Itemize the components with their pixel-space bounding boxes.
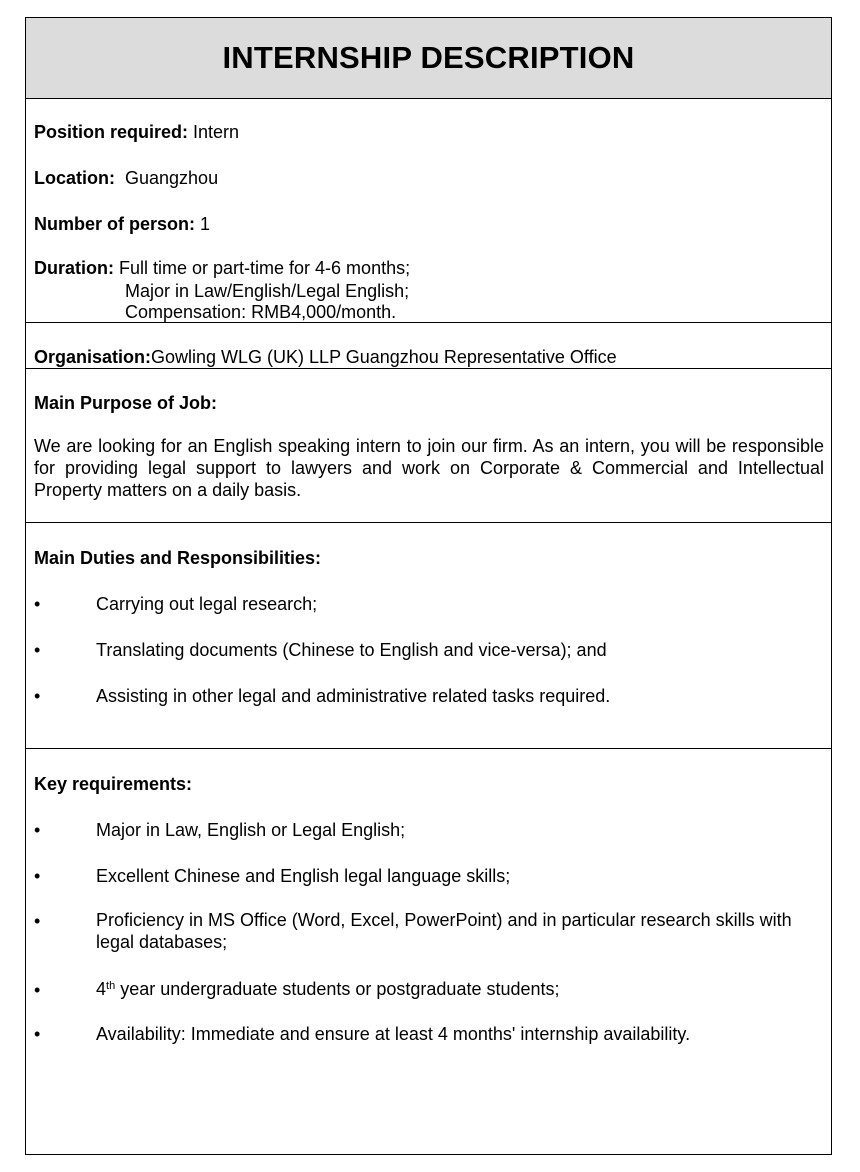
bullet-icon: • — [34, 911, 41, 931]
title-banner — [25, 17, 832, 99]
number-line — [34, 213, 210, 235]
year-number: 4 — [96, 979, 107, 999]
divider — [25, 322, 832, 323]
divider — [25, 748, 832, 749]
purpose-heading: Main Purpose of Job: — [34, 393, 218, 413]
organisation-line — [34, 346, 617, 368]
position-label: Position required: — [34, 122, 189, 142]
duty-item: Carrying out legal research; — [96, 594, 318, 614]
requirement-item: Availability: Immediate and ensure at least 4 months' internship availability. — [96, 1024, 691, 1044]
organisation-label: Organisation: — [34, 347, 152, 367]
location-value: Guangzhou — [115, 168, 219, 188]
number-value: 1 — [195, 214, 211, 234]
duties-heading: Main Duties and Responsibilities: — [34, 548, 322, 568]
duration-value-2: Major in Law/English/Legal English; — [125, 281, 410, 301]
position-value: Intern — [188, 122, 240, 142]
duty-item: Translating documents (Chinese to English and vice-versa); and — [96, 640, 607, 660]
bullet-icon: • — [34, 640, 41, 660]
bullet-icon: • — [34, 1024, 41, 1044]
organisation-value: Gowling WLG (UK) LLP Guangzhou Representative Office — [151, 347, 617, 367]
requirements-heading: Key requirements: — [34, 774, 193, 794]
bullet-icon: • — [34, 980, 41, 1000]
purpose-text: We are looking for an English speaking intern to join our firm. As an intern, you will be responsible for providing legal support to lawyers and work on Corporate & Commercial and Intellectual Property matters on a daily basis. — [34, 436, 824, 500]
location-line — [34, 167, 218, 189]
bullet-icon: • — [34, 820, 41, 840]
duty-item: Assisting in other legal and administrative related tasks required. — [96, 686, 611, 706]
divider — [25, 522, 832, 523]
location-label: Location: — [34, 168, 115, 188]
divider — [25, 368, 832, 369]
duration-label: Duration: — [34, 258, 114, 278]
requirement-item: Excellent Chinese and English legal language skills; — [96, 866, 511, 886]
duration-value-1: Full time or part-time for 4-6 months; — [114, 258, 411, 278]
requirement-item: Proficiency in MS Office (Word, Excel, PowerPoint) and in particular research skills with legal databases; — [96, 910, 792, 952]
requirement-item: Major in Law, English or Legal English; — [96, 820, 406, 840]
page-title: INTERNSHIP DESCRIPTION — [222, 40, 635, 75]
duration-value-3: Compensation: RMB4,000/month. — [125, 302, 397, 322]
requirement-item — [96, 978, 816, 1000]
position-line — [34, 121, 239, 143]
duration-line — [34, 257, 410, 279]
ordinal-suffix: th — [106, 980, 116, 992]
bullet-icon: • — [34, 594, 41, 614]
number-label: Number of person: — [34, 214, 196, 234]
requirement-item-text: year undergraduate students or postgraduate students; — [120, 979, 560, 999]
bullet-icon: • — [34, 866, 41, 886]
bullet-icon: • — [34, 686, 41, 706]
